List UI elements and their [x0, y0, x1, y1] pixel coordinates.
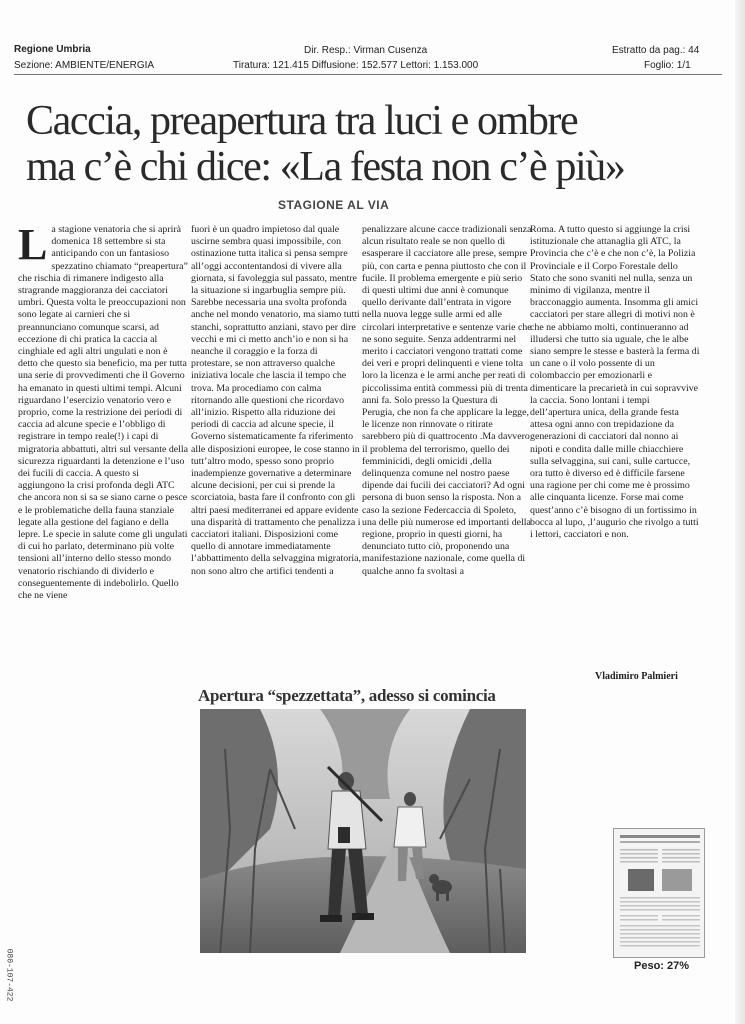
hunters-in-woods-image [200, 709, 526, 953]
column-1-text: a stagione venatoria che si aprirà domenica 18 settembre si sta anticipando con un fantasioso spezzatino chiamato “preapertura” che rischia di rimanere indigesto alla stragrande maggioranza dei cacciatori umbri. Questa volta le preoccupazioni non sono legate ai carnieri che si preannunciano comunque scarsi, ad eccezione di chi pratica la caccia al cinghiale ed agli altri ungulati e non è detto che questo sia beneficio, ma per tutta una serie di provvedimenti che il Governo ha emanato in questi ultimi tempi. Alcuni riguardano l’esercizio venatorio vero e proprio, come la restrizione dei periodi di caccia ad alcune specie e l’obbligo di registrare in tempo reale(!) i capi di migratoria abbattuti, altri sul versante della sicurezza riguardanti la detenzione e l’uso dei fucili di caccia. A questo si aggiungono la crisi profonda degli ATC che ancora non si sa se siano carne o pesce e le problematiche della fauna stanziale legate alla gestione del fagiano e della lepre. Le specie in salute come gli ungulati di cui ho parlato, determinano più volte tensioni all’interno dello stesso mondo venatorio rischiando di dividerlo e conseguentemente di indebolirlo. Quello che ne viene [18, 224, 189, 602]
photo-headline: Apertura “spezzettata”, adesso si comincia [198, 686, 496, 705]
scan-edge [735, 0, 745, 1024]
headline-line-1: Caccia, preapertura tra luci e ombre [26, 98, 578, 144]
column-3-text: penalizzare alcune cacce tradizionali senza alcun risultato reale se non quello di esasperare il cacciatore alle prese, sempre più, con carta e penna piuttosto che con il fucile. Il problema emergente e più serio di questi ultimi due anni è comunque quello derivante dall’entrata in vigore nella nuova legge sulle armi ed alle circolari interpretative e sentenze varie che ne sono seguite. Senza addentrarmi nel merito i cacciatori vengono trattati come dei veri e propri delinquenti e viene tolta loro la licenza e le armi anche per reati di piccolissima entità commessi più di trenta anni fa. Solo presso la Questura di Perugia, che non fa che applicare la legge, le licenze non rinnovate o ritirate sarebbero più di quattrocento .Ma davvero il problema del terrorismo, quello dei femminicidi, degli omicidi ,della delinquenza comune nel nostro paese dipende dai fucili dei cacciatori? Ad ogni persona di buon senso la risposta. Non a caso la sezione Federcaccia di Spoleto, una delle più numerose ed importanti della regione, proprio in questi giorni, ha denunciato tutto ciò, proponendo una manifestazione nazionale, come quella di qualche anno fa svoltasi a [362, 224, 532, 577]
extract-page-label: Estratto da pag.: 44 [612, 45, 700, 56]
headline-line-2: ma c’è chi dice: «La festa non c’è più» [26, 144, 625, 190]
article-column-1 [18, 220, 189, 602]
header-divider [14, 74, 722, 75]
weight-label: Peso: 27% [634, 960, 690, 972]
director-label: Dir. Resp.: Virman Cusenza [304, 45, 428, 56]
page-thumbnail-image [614, 829, 705, 958]
section-label: Sezione: AMBIENTE/ENERGIA [14, 60, 155, 71]
kicker: STAGIONE AL VIA [278, 198, 390, 212]
publication-name: Regione Umbria [14, 44, 91, 55]
article-column-2 [191, 224, 361, 578]
drop-cap: L [18, 220, 48, 269]
column-2-text: fuori è un quadro impietoso dal quale uscirne sembra quasi impossibile, con ostinazione tutta italica si pensa sempre all’oggi accontentandosi di vivere alla giornata, si favoleggia sul passato, mentre la situazione si ingarbuglia sempre più. Sarebbe necessaria una svolta profonda anche nel mondo venatorio, ma siamo tutti stanchi, soprattutto anziani, stavo per dire vecchi e mi ci metto anch’io e non si ha neanche il coraggio e la forza di protestare, se non attraverso qualche iniziativa locale che lascia il tempo che trova. Ma procediamo con calma ritornando alle questioni che ricordavo all’inizio. Rispetto alla riduzione dei periodi di caccia ad alcune specie, il Governo sistematicamente fa riferimento alle disposizioni europee, le cose stanno in tutt’altro modo, spesso sono proprio inadempienze governative a determinare alcune decisioni, per cui si prende la scorciatoia, basta fare il confronto con gli altri paesi mediterranei ed appare evidente una disparità di trattamento che penalizza i cacciatori italiani. Disposizioni come quello di annotare immediatamente l’abbattimento della selvaggina migratoria, non sono altro che artifici tendenti a [191, 224, 362, 577]
hunters-photo [200, 709, 526, 953]
side-code [2, 935, 16, 1015]
column-4-text: Roma. A tutto questo si aggiunge la crisi istituzionale che attanaglia gli ATC, la Provincia che c’è e che non c’è, la Polizia Provinciale e il Corpo Forestale dello Stato che sono svaniti nel nulla, senza un minimo di vigilanza, mentre il bracconaggio aumenta. Insomma gli amici cacciatori per stare allegri di motivi non è che ne abbiamo molti, continueranno ad illudersi che tutto sia uguale, che le albe siano sempre le stesse e basterà la ferma di un cane o il volo possente di un colombaccio per emozionarli e dimenticare la precarietà in cui sopravvive la caccia. Sono lontani i tempi dell’apertura unica, della grande festa attesa ogni anno con trepidazione da generazioni di cacciatori dal nonno ai nipoti e condita dalle mille chiacchiere sulla selvaggina, sui cani, sulle cartucce, ora tutto è diverso ed è difficile farsene una ragione per chi come me è prossimo alle cinquanta licenze. Forse mai come quest’anno c’è bisogno di un fortissimo in bocca al lupo, ,l’augurio che rivolgo a tutti i lettori, cacciatori e non. [530, 224, 700, 541]
page-thumbnail [613, 828, 705, 958]
sheet-label: Foglio: 1/1 [644, 60, 691, 71]
article-column-3 [362, 224, 532, 578]
circulation-label: Tiratura: 121.415 Diffusione: 152.577 Lettori: 1.153.000 [233, 60, 479, 71]
article-column-4 [530, 224, 700, 541]
side-code-text: 080-107-422 [4, 948, 14, 1002]
author-signature: Vladimiro Palmieri [595, 671, 678, 682]
